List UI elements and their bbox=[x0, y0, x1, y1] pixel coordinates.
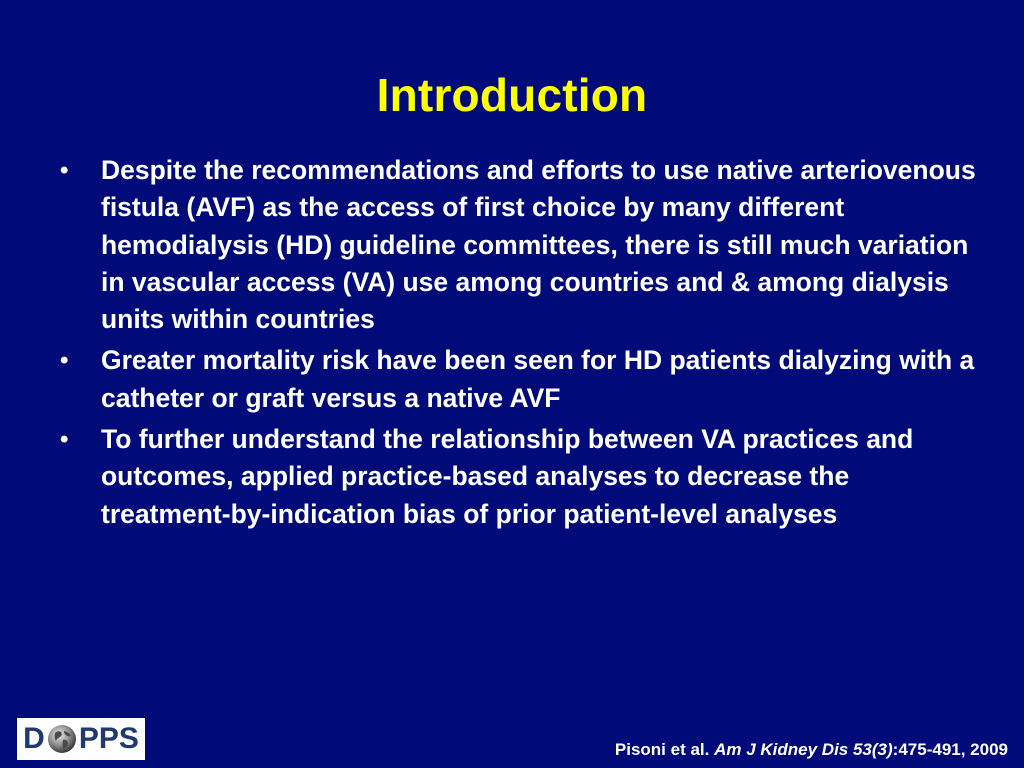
bullet-text: Despite the recommendations and efforts to use native arteriovenous fistula (AVF) as the access of first choice by many different hemodialysis (HD) guideline committees, there is still much variation in vascular access (VA) use among countries and & among dialysis units within countries bbox=[101, 155, 976, 335]
bullet-marker: • bbox=[60, 347, 69, 375]
bullet-text: Greater mortality risk have been seen for HD patients dialyzing with a catheter or graft versus a native AVF bbox=[101, 345, 975, 413]
citation-authors: Pisoni et al. bbox=[614, 740, 710, 759]
bullet-marker: • bbox=[60, 157, 69, 184]
dopps-logo bbox=[17, 718, 145, 760]
logo-text-left: D bbox=[23, 722, 45, 755]
globe-icon bbox=[46, 723, 78, 755]
slide-title: Introduction bbox=[376, 69, 648, 121]
bullet-item bbox=[60, 421, 980, 533]
bullet-marker: • bbox=[60, 426, 69, 454]
bullet-item bbox=[60, 152, 980, 338]
bullet-list bbox=[60, 152, 980, 533]
citation-pages: :475-491, 2009 bbox=[892, 740, 1008, 759]
logo-text-right: PPS bbox=[78, 722, 139, 755]
citation-journal: Am J Kidney Dis 53(3) bbox=[714, 740, 893, 759]
citation bbox=[615, 740, 1008, 760]
bullet-text: To further understand the relationship between VA practices and outcomes, applied practice-based analyses to decrease the treatment-by-indication bias of prior patient-level analyses bbox=[101, 424, 914, 529]
bullet-item bbox=[60, 342, 980, 417]
